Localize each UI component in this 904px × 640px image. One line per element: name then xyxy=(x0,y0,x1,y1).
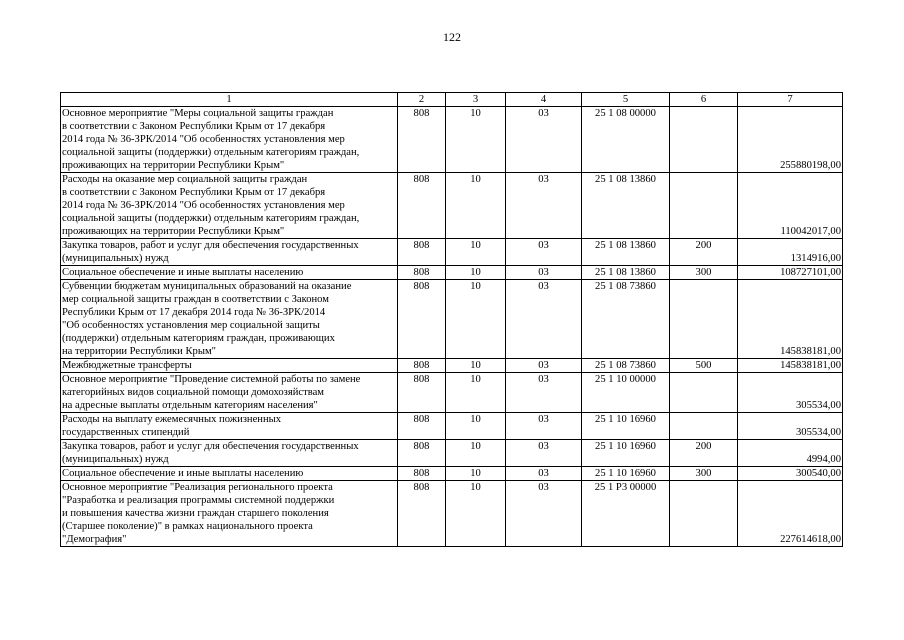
row-amount: 255880198,00 xyxy=(738,107,843,173)
code-ministry: 808 xyxy=(398,280,446,359)
row-name: Основное мероприятие "Реализация регионального проекта "Разработка и реализация программы системной поддержки и повышения качества жизни граждан старшего поколения (Старшее поколение)" в рамках национального проекта "Демография" xyxy=(61,481,398,547)
table-row xyxy=(61,107,843,173)
row-amount: 108727101,00 xyxy=(738,266,843,280)
column-header: 2 xyxy=(398,93,446,107)
row-amount: 4994,00 xyxy=(738,440,843,467)
code-subsection: 03 xyxy=(506,413,582,440)
code-section: 10 xyxy=(446,280,506,359)
code-ministry: 808 xyxy=(398,359,446,373)
code-target-article: 25 1 10 16960 xyxy=(582,413,670,440)
code-ministry: 808 xyxy=(398,239,446,266)
row-name: Расходы на оказание мер социальной защиты граждан в соответствии с Законом Республики Крым от 17 декабря 2014 года № 36-ЗРК/2014 "Об особенностях установления мер социальной защиты (поддержки) отдельным категориям граждан, проживающих на территории Республики Крым" xyxy=(61,173,398,239)
budget-table xyxy=(60,92,843,547)
table-row xyxy=(61,266,843,280)
table-row xyxy=(61,173,843,239)
code-ministry: 808 xyxy=(398,481,446,547)
code-section: 10 xyxy=(446,467,506,481)
code-ministry: 808 xyxy=(398,266,446,280)
column-header: 3 xyxy=(446,93,506,107)
row-amount: 145838181,00 xyxy=(738,280,843,359)
code-expense-type: 500 xyxy=(670,359,738,373)
code-ministry: 808 xyxy=(398,440,446,467)
code-ministry: 808 xyxy=(398,173,446,239)
column-number-row xyxy=(61,93,843,107)
code-section: 10 xyxy=(446,440,506,467)
code-ministry: 808 xyxy=(398,373,446,413)
row-name: Расходы на выплату ежемесячных пожизненных государственных стипендий xyxy=(61,413,398,440)
code-section: 10 xyxy=(446,266,506,280)
code-subsection: 03 xyxy=(506,359,582,373)
row-name: Межбюджетные трансферты xyxy=(61,359,398,373)
code-expense-type: 200 xyxy=(670,440,738,467)
code-expense-type xyxy=(670,481,738,547)
row-name: Закупка товаров, работ и услуг для обеспечения государственных (муниципальных) нужд xyxy=(61,440,398,467)
code-expense-type: 300 xyxy=(670,266,738,280)
code-section: 10 xyxy=(446,359,506,373)
code-ministry: 808 xyxy=(398,107,446,173)
row-amount: 145838181,00 xyxy=(738,359,843,373)
row-amount: 1314916,00 xyxy=(738,239,843,266)
code-subsection: 03 xyxy=(506,239,582,266)
table-row xyxy=(61,373,843,413)
code-section: 10 xyxy=(446,481,506,547)
row-name: Закупка товаров, работ и услуг для обеспечения государственных (муниципальных) нужд xyxy=(61,239,398,266)
code-section: 10 xyxy=(446,173,506,239)
column-header: 1 xyxy=(61,93,398,107)
code-target-article: 25 1 10 00000 xyxy=(582,373,670,413)
code-expense-type xyxy=(670,107,738,173)
code-section: 10 xyxy=(446,413,506,440)
code-subsection: 03 xyxy=(506,440,582,467)
code-target-article: 25 1 08 73860 xyxy=(582,359,670,373)
row-name: Социальное обеспечение и иные выплаты населению xyxy=(61,467,398,481)
code-target-article: 25 1 08 73860 xyxy=(582,280,670,359)
table-row xyxy=(61,481,843,547)
code-target-article: 25 1 P3 00000 xyxy=(582,481,670,547)
table-row xyxy=(61,440,843,467)
page-number: 122 xyxy=(443,30,461,44)
row-amount: 305534,00 xyxy=(738,373,843,413)
row-name: Субвенции бюджетам муниципальных образований на оказание мер социальной защиты граждан в соответствии с Законом Республики Крым от 17 декабря 2014 года № 36-ЗРК/2014 "Об особенностях установления мер социальной защиты (поддержки) отдельным категориям граждан, проживающих на территории Республики Крым" xyxy=(61,280,398,359)
row-amount: 227614618,00 xyxy=(738,481,843,547)
table-row xyxy=(61,413,843,440)
code-target-article: 25 1 10 16960 xyxy=(582,440,670,467)
code-section: 10 xyxy=(446,373,506,413)
code-section: 10 xyxy=(446,107,506,173)
row-amount: 110042017,00 xyxy=(738,173,843,239)
code-target-article: 25 1 08 13860 xyxy=(582,266,670,280)
row-amount: 305534,00 xyxy=(738,413,843,440)
column-header: 4 xyxy=(506,93,582,107)
code-section: 10 xyxy=(446,239,506,266)
code-subsection: 03 xyxy=(506,280,582,359)
code-subsection: 03 xyxy=(506,107,582,173)
table-row xyxy=(61,239,843,266)
table-row xyxy=(61,280,843,359)
table-row xyxy=(61,359,843,373)
code-subsection: 03 xyxy=(506,173,582,239)
code-target-article: 25 1 08 13860 xyxy=(582,239,670,266)
column-header: 6 xyxy=(670,93,738,107)
code-expense-type xyxy=(670,413,738,440)
row-name: Основное мероприятие "Меры социальной защиты граждан в соответствии с Законом Республики Крым от 17 декабря 2014 года № 36-ЗРК/2014 "Об особенностях установления мер социальной защиты (поддержки) отдельным категориям граждан, проживающих на территории Республики Крым" xyxy=(61,107,398,173)
code-ministry: 808 xyxy=(398,467,446,481)
code-subsection: 03 xyxy=(506,266,582,280)
code-expense-type: 200 xyxy=(670,239,738,266)
code-ministry: 808 xyxy=(398,413,446,440)
row-name: Социальное обеспечение и иные выплаты населению xyxy=(61,266,398,280)
code-target-article: 25 1 10 16960 xyxy=(582,467,670,481)
code-expense-type xyxy=(670,373,738,413)
code-expense-type xyxy=(670,173,738,239)
row-name: Основное мероприятие "Проведение системной работы по замене категорийных видов социальной помощи домохозяйствам на адресные выплаты отдельным категориям населения" xyxy=(61,373,398,413)
table-row xyxy=(61,467,843,481)
code-expense-type: 300 xyxy=(670,467,738,481)
code-subsection: 03 xyxy=(506,481,582,547)
row-amount: 300540,00 xyxy=(738,467,843,481)
column-header: 7 xyxy=(738,93,843,107)
column-header: 5 xyxy=(582,93,670,107)
code-target-article: 25 1 08 13860 xyxy=(582,173,670,239)
code-expense-type xyxy=(670,280,738,359)
code-target-article: 25 1 08 00000 xyxy=(582,107,670,173)
code-subsection: 03 xyxy=(506,467,582,481)
code-subsection: 03 xyxy=(506,373,582,413)
